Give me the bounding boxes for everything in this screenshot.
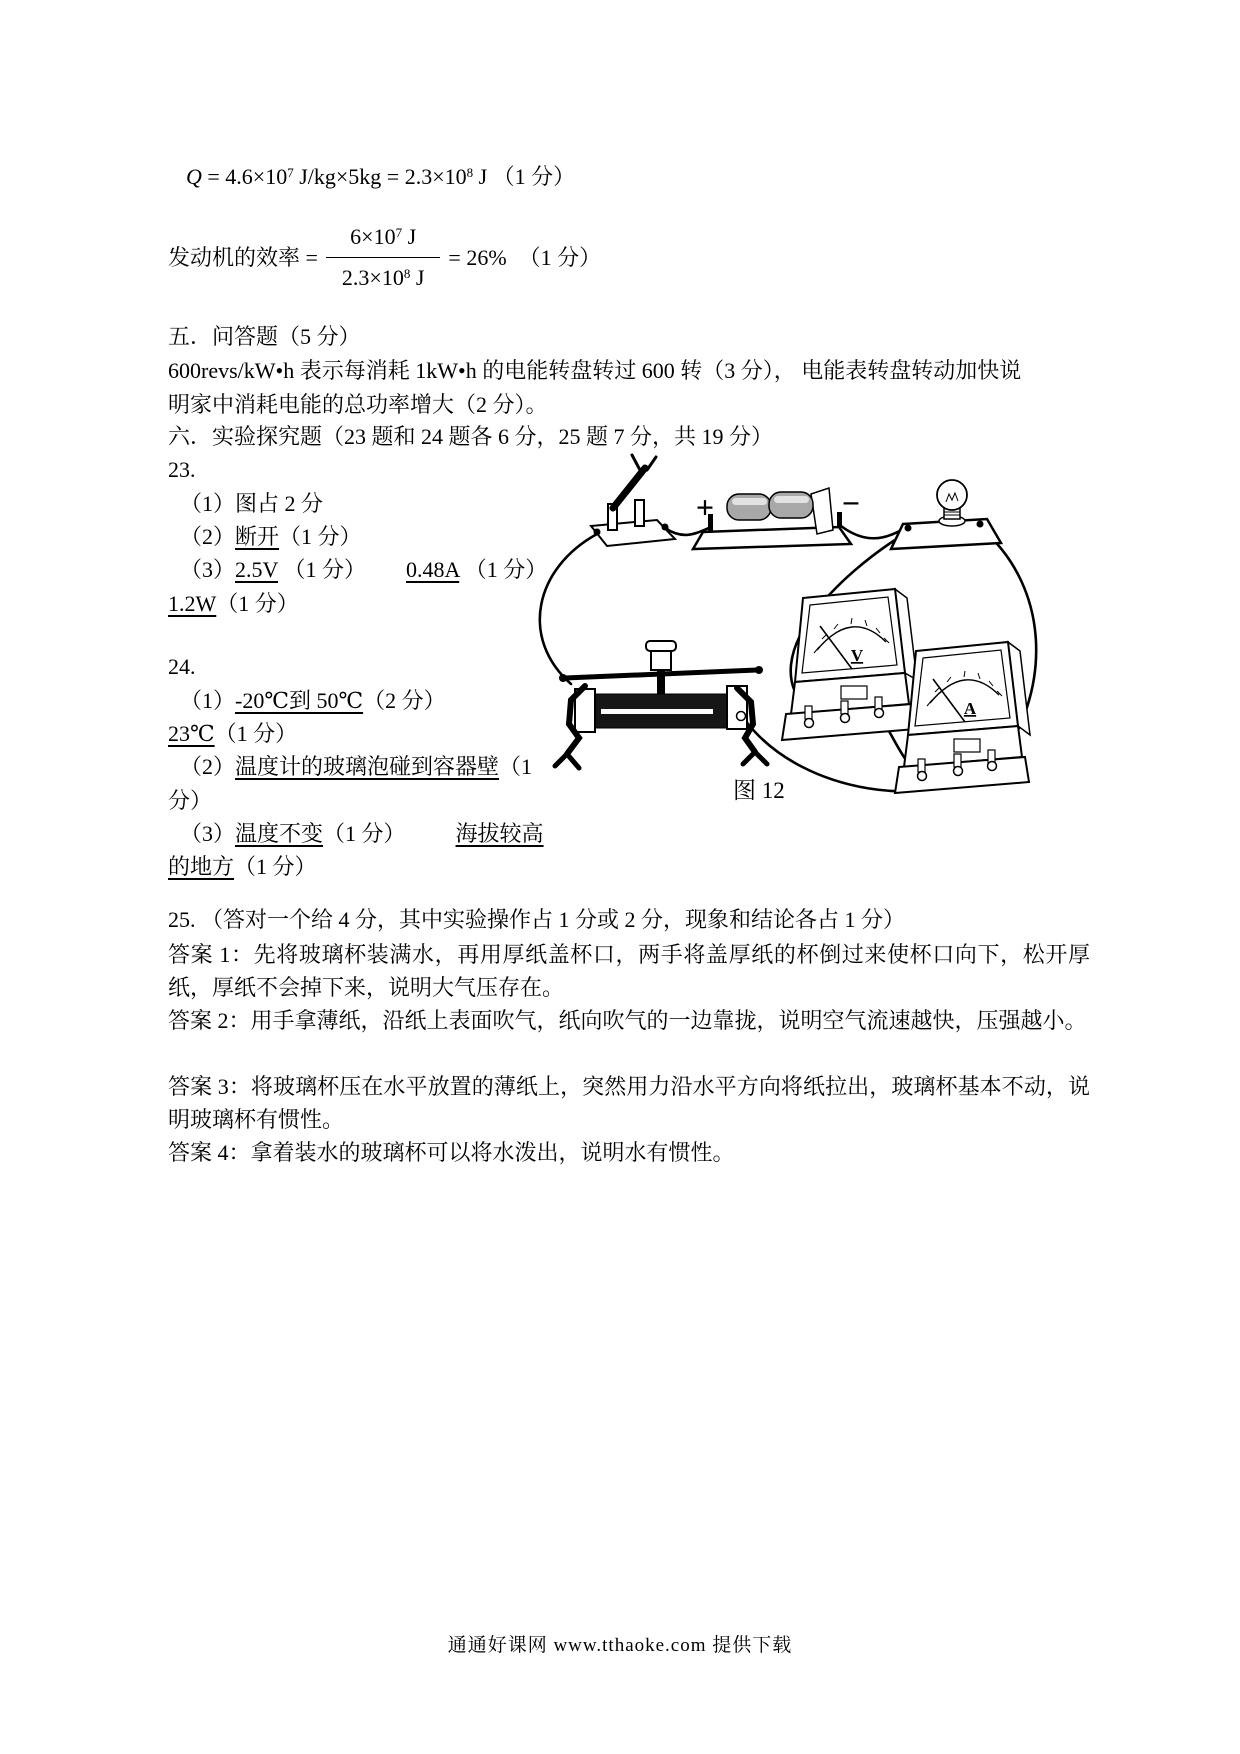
q25-answer2: 答案 2：用手拿薄纸，沿纸上表面吹气，纸向吹气的一边靠拢，说明空气流速越快，压强越小。 xyxy=(168,1008,1087,1033)
battery-pack xyxy=(693,485,860,549)
q24-item3: （3）温度不变（1 分） 海拔较高 xyxy=(180,821,544,846)
q23-number: 23. xyxy=(168,457,196,482)
q24-item2-cont: 分） xyxy=(168,788,213,813)
q23-item2: （2）断开（1 分） xyxy=(180,524,362,549)
ammeter-label: A xyxy=(963,699,977,718)
voltmeter-label: V xyxy=(850,646,864,665)
circuit-figure xyxy=(505,448,1125,808)
fraction: $\frac{6\times 10^7 J}{2.3\times 10^8 J}$ xyxy=(326,222,440,293)
rheostat xyxy=(555,641,767,768)
section5-line2: 明家中消耗电能的总功率增大（2 分）。 xyxy=(168,392,548,417)
section5-heading: 五．问答题（5 分） xyxy=(168,324,361,349)
voltmeter xyxy=(782,589,917,740)
q25-answer3: 答案 3：将玻璃杯压在水平放置的薄纸上，突然用力沿水平方向将纸拉出，玻璃杯基本不动，说明玻璃杯有惯性。 xyxy=(168,1074,1090,1132)
ammeter xyxy=(895,642,1030,793)
q24-number: 24. xyxy=(168,654,196,679)
circuit-diagram xyxy=(505,448,1125,808)
q23-item1: （1）图占 2 分 xyxy=(180,491,324,516)
q24-item2: （2）温度计的玻璃泡碰到容器壁（1 xyxy=(180,754,533,779)
q23-item3-cont: 1.2W（1 分） xyxy=(168,591,299,616)
page-footer: 通通好课网 www.tthaoke.com 提供下载 xyxy=(447,1635,793,1656)
formula-efficiency: 发动机的效率 = $\frac{6\times 10^7 J}{2.3\times 10^8 J}$ = 26% （1 分） xyxy=(168,222,601,293)
section6-heading: 六．实验探究题（23 题和 24 题各 6 分，25 题 7 分，共 19 分） xyxy=(168,424,774,449)
knife-switch xyxy=(591,455,675,546)
q25-heading: 25. （答对一个给 4 分，其中实验操作占 1 分或 2 分，现象和结论各占 1 分） xyxy=(168,907,906,932)
q25-answer1: 答案 1：先将玻璃杯装满水，再用厚纸盖杯口，两手将盖厚纸的杯倒过来使杯口向下，松开厚纸，厚纸不会掉下来，说明大气压存在。 xyxy=(168,942,1090,1000)
q23-item3: （3）2.5V （1 分） 0.48A （1 分） xyxy=(180,557,548,582)
formula-heat: $Q = 4.6\times 10^7$ $J/kg\times 5kg = 2.3\times 10^8$ J （1 分） xyxy=(186,164,576,189)
q25-answer4: 答案 4：拿着装水的玻璃杯可以将水泼出，说明水有惯性。 xyxy=(168,1140,735,1165)
q24-item1: （1）-20℃到 50℃（2 分） xyxy=(180,688,446,713)
figure-caption: 图 12 xyxy=(733,778,785,803)
q24-item3-cont: 的地方（1 分） xyxy=(168,854,317,879)
light-bulb xyxy=(891,480,1001,549)
section5-line1: 600revs/kW•h 表示每消耗 1kW•h 的电能转盘转过 600 转（3 分）， 电能表转盘转动加快说 xyxy=(168,358,1022,383)
battery-plus-label: + xyxy=(695,489,715,525)
battery-minus-label: − xyxy=(841,485,861,521)
q24-item1-cont: 23℃（1 分） xyxy=(168,721,298,746)
